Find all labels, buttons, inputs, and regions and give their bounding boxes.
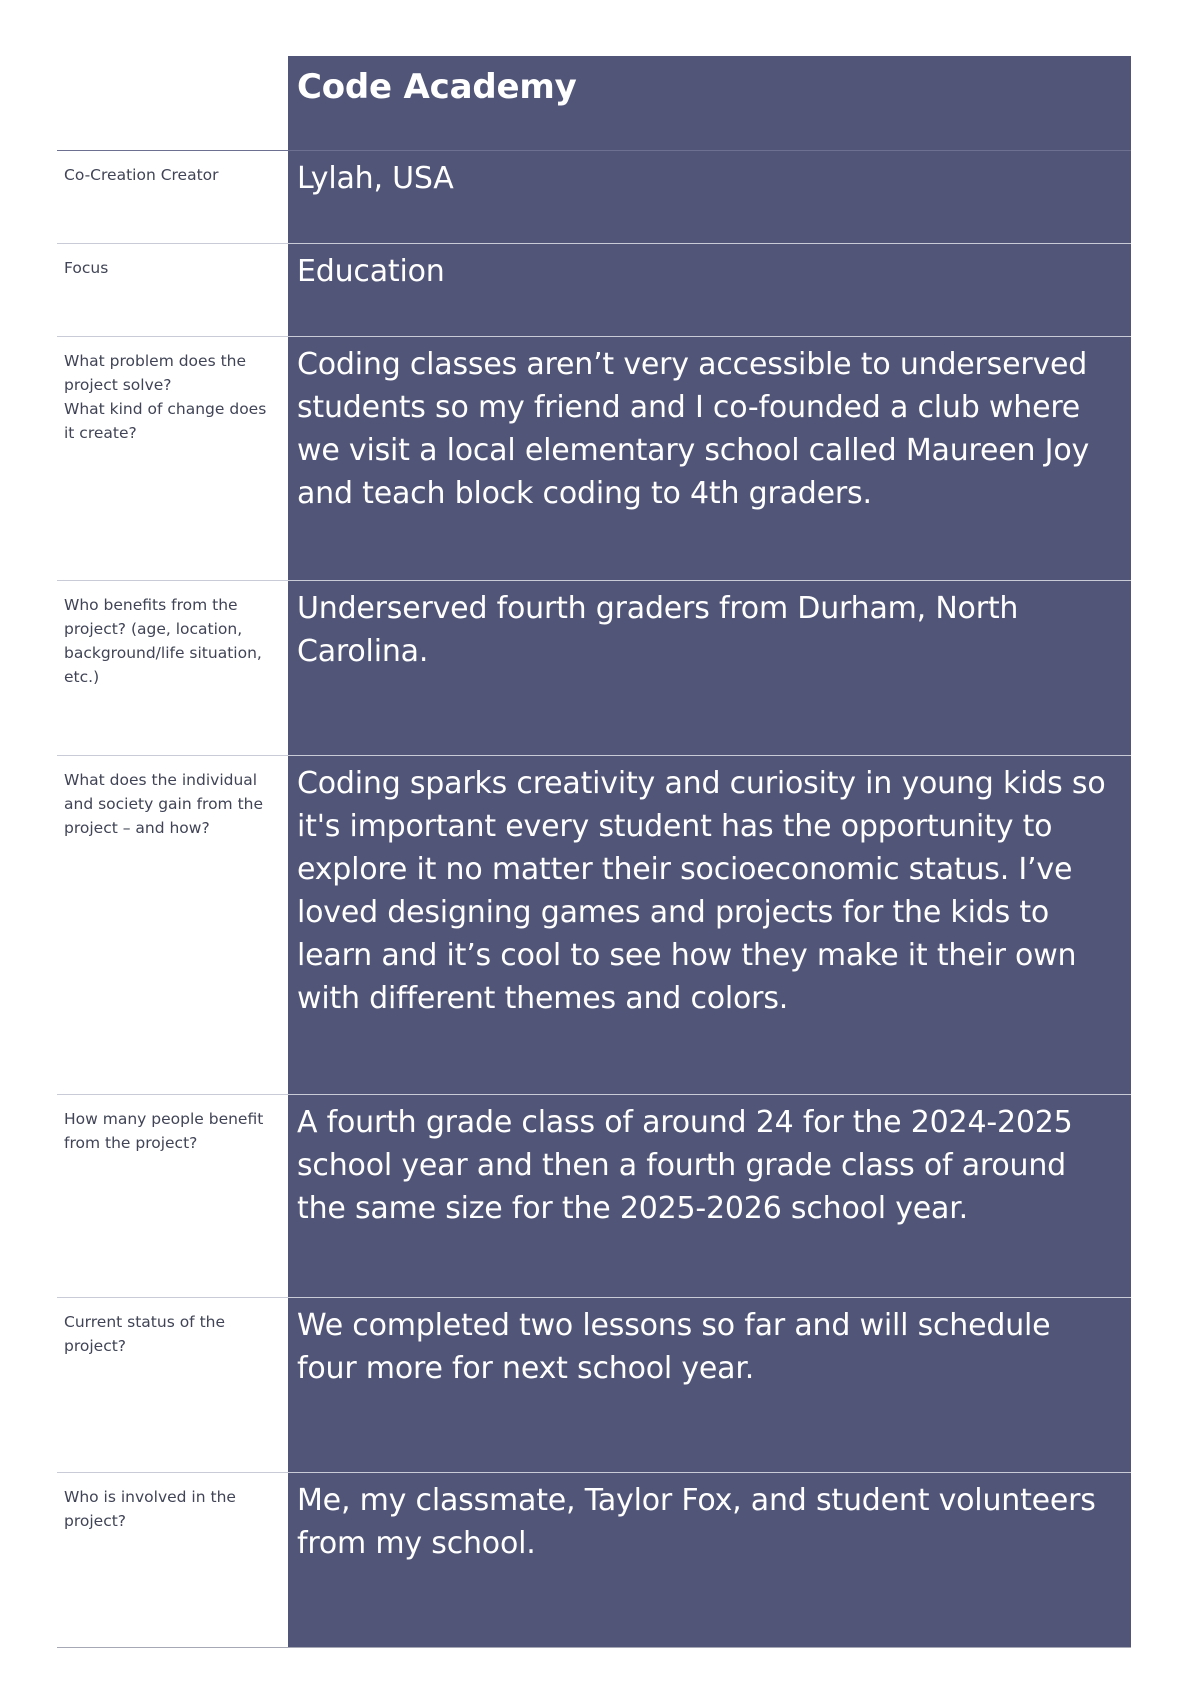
- row-label: What problem does the project solve? What kind of change does it create?: [57, 337, 288, 580]
- row-label: Current status of the project?: [57, 1298, 288, 1472]
- table-row: [57, 1298, 1131, 1473]
- row-label: How many people benefit from the project?: [57, 1095, 288, 1297]
- row-value: Underserved fourth graders from Durham, North Carolina.: [288, 581, 1131, 755]
- table-row: [57, 1473, 1131, 1648]
- title-row: [57, 56, 1131, 151]
- project-table: [57, 56, 1131, 1648]
- row-label: What does the individual and society gain from the project – and how?: [57, 756, 288, 1094]
- row-value: Coding sparks creativity and curiosity in young kids so it's important every student has the opportunity to explore it no matter their socioeconomic status. I’ve loved designing games and projects for the kids to learn and it’s cool to see how they make it their own with different themes and colors.: [288, 756, 1131, 1094]
- row-value: Me, my classmate, Taylor Fox, and student volunteers from my school.: [288, 1473, 1131, 1647]
- table-row: [57, 244, 1131, 337]
- row-value: We completed two lessons so far and will schedule four more for next school year.: [288, 1298, 1131, 1472]
- row-label: Who is involved in the project?: [57, 1473, 288, 1647]
- title-label-cell: [57, 56, 288, 150]
- row-label: Focus: [57, 244, 288, 336]
- row-value: Lylah, USA: [288, 151, 1131, 243]
- row-value: A fourth grade class of around 24 for the 2024-2025 school year and then a fourth grade class of around the same size for the 2025-2026 school year.: [288, 1095, 1131, 1297]
- row-value: Education: [288, 244, 1131, 336]
- table-row: [57, 581, 1131, 756]
- row-value: Coding classes aren’t very accessible to underserved students so my friend and I co-founded a club where we visit a local elementary school called Maureen Joy and teach block coding to 4th graders.: [288, 337, 1131, 580]
- row-label: Who benefits from the project? (age, location, background/life situation, etc.): [57, 581, 288, 755]
- row-label: Co-Creation Creator: [57, 151, 288, 243]
- table-row: [57, 1095, 1131, 1298]
- table-row: [57, 337, 1131, 581]
- project-title: Code Academy: [288, 56, 1131, 150]
- table-row: [57, 756, 1131, 1095]
- table-row: [57, 151, 1131, 244]
